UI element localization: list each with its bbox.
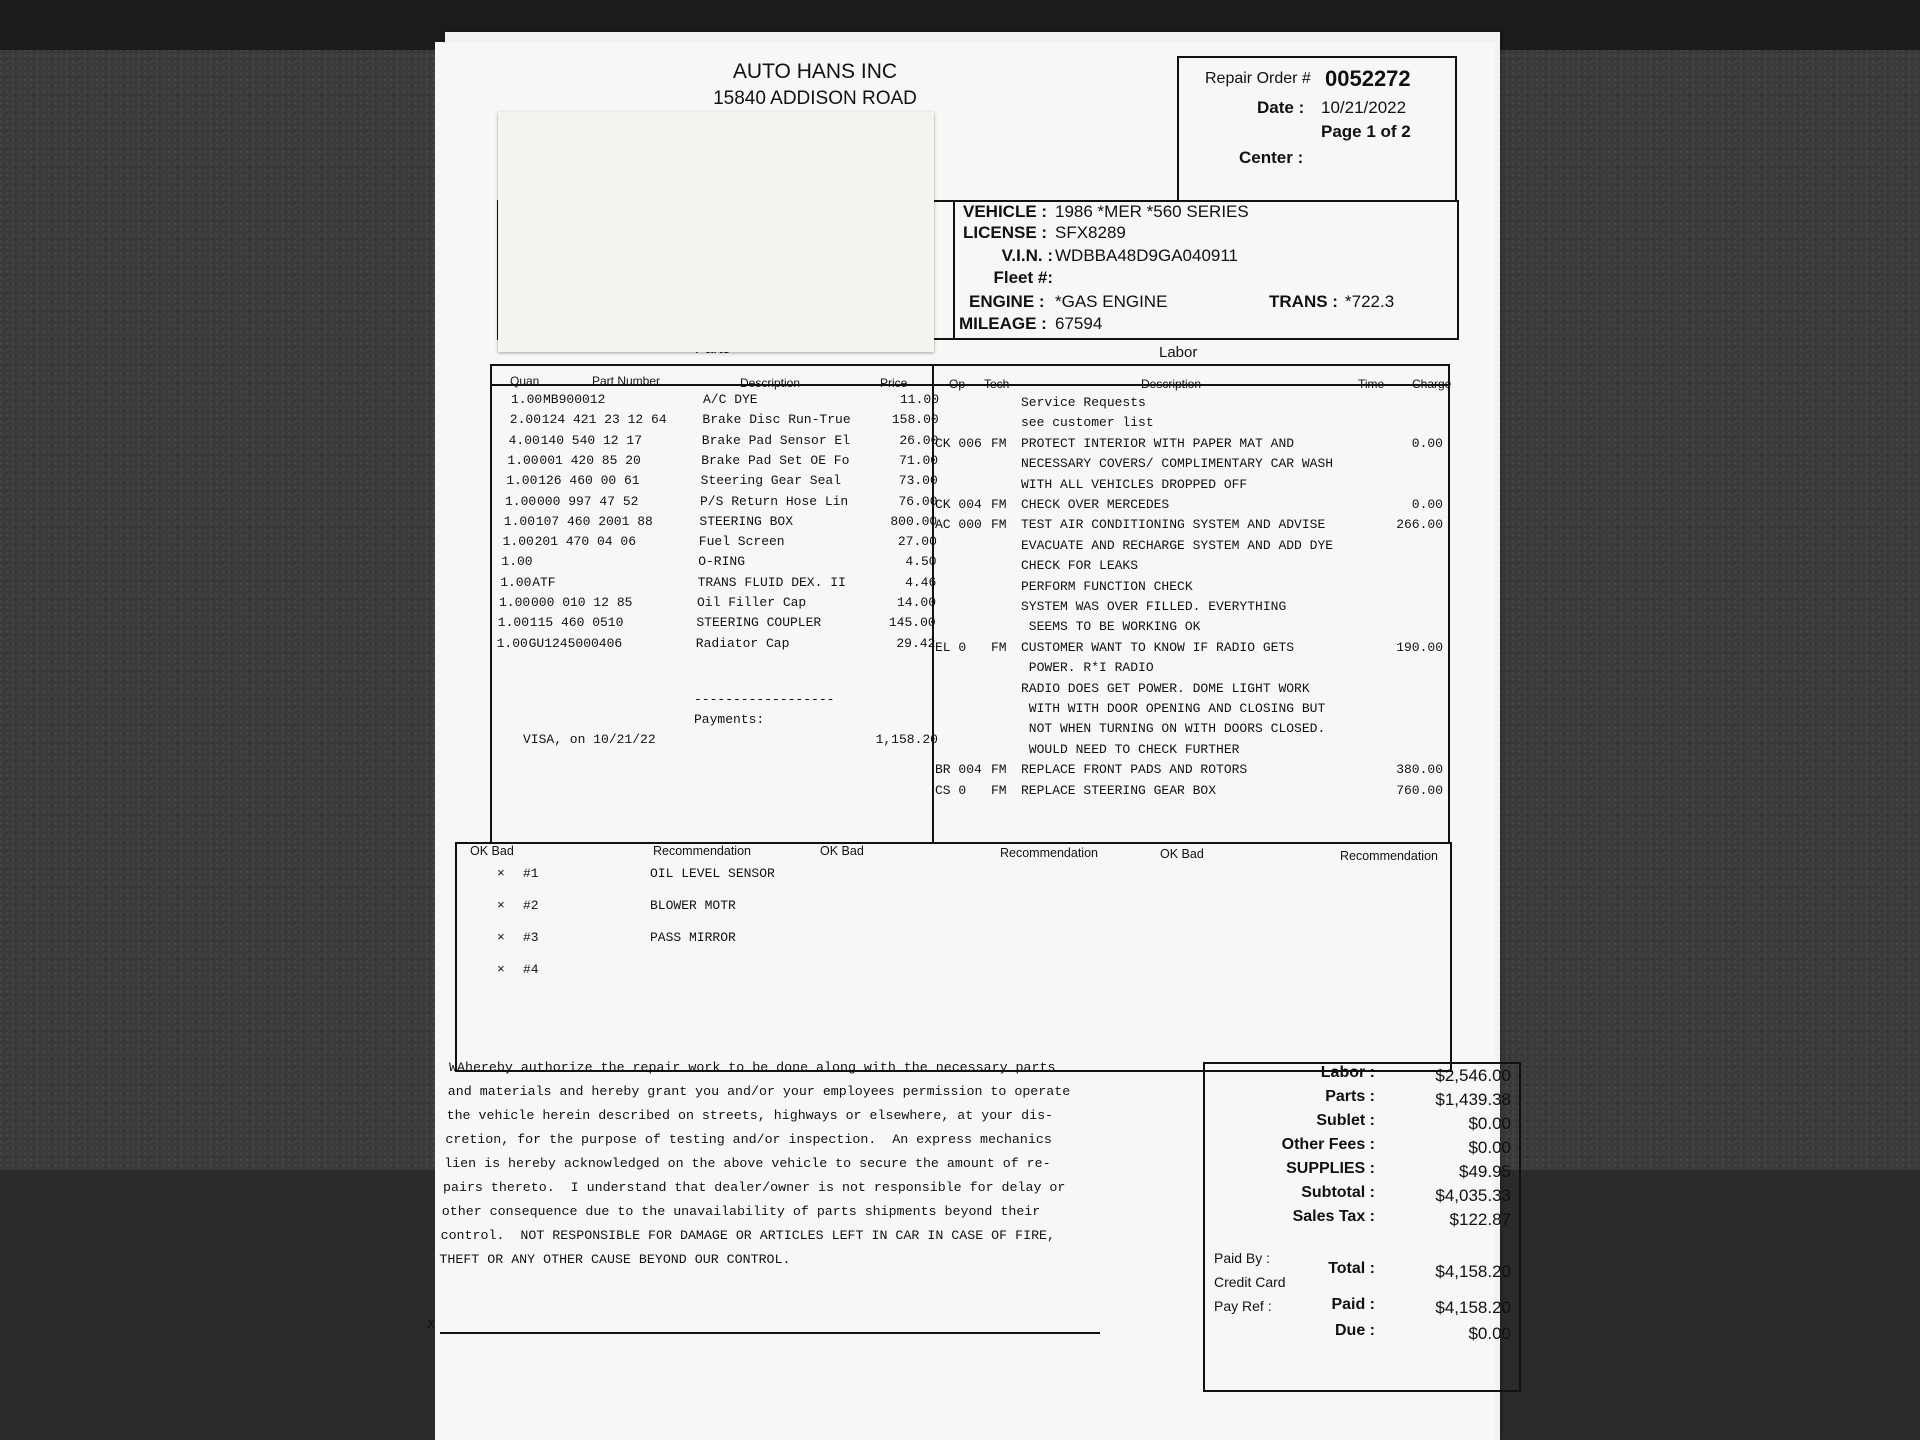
rec-text: OIL LEVEL SENSOR [650,866,775,881]
repair-order-box [1177,56,1457,202]
labor-tech: FM [991,762,1007,778]
signature-x: X [427,1317,435,1332]
part-description: Brake Disc Run-True [702,412,851,428]
ro-label: Repair Order # [1205,70,1311,87]
sales-tax-value: $122.87 [1449,1210,1511,1229]
labor-charge: 266.00 [1396,517,1443,533]
labor-description: EVACUATE AND RECHARGE SYSTEM AND ADD DYE [1021,537,1334,553]
labor-description: CHECK FOR LEAKS [1021,558,1139,574]
labor-charge: 380.00 [1396,762,1443,778]
license-label: LICENSE : [963,223,1048,242]
paid-by-label: Paid By : [1214,1250,1271,1266]
labor-tech: FM [991,517,1007,533]
labor-description: NECESSARY COVERS/ COMPLIMENTARY CAR WASH [1021,456,1334,472]
rec-number: #1 [523,866,539,881]
parts-quan: 2.00 [509,412,542,428]
part-price: 800.00 [890,513,938,529]
part-price: 71.00 [899,452,939,468]
authorization-line: pairs thereto. I understand that dealer/owner is not responsible for delay or [443,1180,1066,1195]
vehicle-value: 1986 *MER *560 SERIES [1055,202,1249,221]
part-description: Radiator Cap [695,635,790,651]
mileage-value: 67594 [1055,314,1103,333]
date-label: Date : [1257,98,1305,117]
authorization-line: control. NOT RESPONSIBLE FOR DAMAGE OR ARTICLES LEFT IN CAR IN CASE OF FIRE, [440,1228,1056,1243]
parts-quan: 1.00 [503,513,536,529]
authorization-line: THEFT OR ANY OTHER CAUSE BEYOND OUR CONTROL. [439,1252,791,1267]
authorization-line: the vehicle herein described on streets, highways or elsewhere, at your dis- [446,1108,1054,1123]
sales-tax-label: Sales Tax : [1292,1208,1375,1225]
labor-description: POWER. R*I RADIO [1021,660,1154,676]
part-price: 4.50 [905,554,937,570]
labor-charge: 0.00 [1411,435,1443,451]
labor-description: WITH WITH DOOR OPENING AND CLOSING BUT [1021,701,1326,716]
bad-mark: × [497,930,505,945]
total-label: Total : [1328,1260,1375,1277]
dealer-address: 15840 ADDISON ROAD [713,88,917,109]
parts-total-value: $1,439.38 [1435,1090,1511,1109]
parts-col-quan: Quan [510,374,540,388]
trans-value: *722.3 [1345,292,1395,311]
order-date: 10/21/2022 [1321,98,1407,117]
labor-op: CS 0 [935,782,967,798]
part-price: 4.46 [905,574,937,590]
rec-okbad-3: OK Bad [1160,847,1204,861]
center-label: Center : [1239,148,1304,167]
parts-quan: 1.00 [507,452,539,468]
labor-tech: FM [991,497,1007,512]
payments-label: Payments: [694,712,765,727]
part-price: 14.00 [896,595,936,610]
rec-okbad-2: OK Bad [820,844,864,858]
dealer-name: AUTO HANS INC [732,60,898,83]
vehicle-label: VEHICLE : [963,202,1048,221]
part-number: ATF [532,574,556,590]
supplies-label: SUPPLIES : [1286,1160,1375,1177]
bad-mark: × [497,866,505,881]
part-number: 001 420 85 20 [539,452,641,468]
bad-mark: × [497,898,505,913]
mileage-label: MILEAGE : [959,314,1047,333]
labor-col-charge: Charge [1412,377,1452,391]
part-number: 140 540 12 17 [540,432,643,448]
other-fees-value: $0.00 [1468,1138,1511,1157]
labor-op: CK 006 [935,435,982,451]
labor-op: AC 000 [935,517,982,533]
labor-op: BR 004 [935,762,982,778]
labor-description: WITH ALL VEHICLES DROPPED OFF [1021,476,1248,492]
part-price: 29.42 [896,635,936,651]
labor-col-op: Op [949,377,966,391]
part-number: 124 421 23 12 64 [541,412,667,428]
due-value: $0.00 [1468,1324,1511,1343]
subtotal-value: $4,035.33 [1435,1186,1511,1205]
part-price: 11.00 [899,392,939,407]
part-description: Brake Pad Sensor El [701,432,851,448]
part-number: 000 010 12 85 [531,595,633,610]
parts-quan: 1.00 [499,595,531,610]
rec-number: #2 [523,898,539,913]
part-description: O-RING [698,554,745,570]
parts-quan: 1.00 [496,635,528,651]
bad-mark: × [497,962,505,977]
part-number: 000 997 47 52 [537,493,639,509]
pay-ref-label: Pay Ref : [1214,1298,1272,1314]
rec-label-1: Recommendation [653,844,751,858]
payment-amount: 1,158.20 [875,732,938,747]
part-price: 76.00 [898,493,938,509]
fleet-label: Fleet #: [993,268,1053,287]
sublet-value: $0.00 [1468,1114,1511,1133]
part-description: Oil Filler Cap [697,595,807,610]
labor-description: TEST AIR CONDITIONING SYSTEM AND ADVISE [1021,517,1326,533]
labor-description: REPLACE STEERING GEAR BOX [1021,782,1217,798]
engine-label: ENGINE : [969,292,1045,311]
labor-description: SYSTEM WAS OVER FILLED. EVERYTHING [1021,599,1287,614]
authorization-line: WAhereby authorize the repair work to be done along with the necessary parts [449,1060,1056,1075]
part-number: 201 470 04 06 [534,534,637,550]
rec-text: BLOWER MOTR [650,898,736,913]
rec-okbad-1: OK Bad [470,844,514,858]
parts-quan: 1.00 [505,493,537,509]
labor-charge: 0.00 [1411,497,1443,512]
rec-number: #3 [523,930,539,945]
parts-col-desc: Description [740,376,801,390]
labor-description: REPLACE FRONT PADS AND ROTORS [1021,762,1248,778]
due-label: Due : [1335,1322,1375,1339]
parts-quan: 1.00 [497,615,530,631]
parts-quan: 1.00 [511,392,543,407]
page-indicator: Page 1 of 2 [1321,122,1411,141]
paid-value: $4,158.20 [1435,1298,1511,1317]
engine-value: *GAS ENGINE [1055,292,1168,311]
privacy-sticker [498,112,934,352]
part-price: 145.00 [888,615,936,631]
part-price: 26.00 [899,432,939,448]
labor-total-label: Labor : [1320,1064,1375,1081]
part-number: 107 460 2001 88 [535,513,653,529]
rec-label-3: Recommendation [1340,849,1438,863]
sublet-label: Sublet : [1316,1112,1375,1129]
authorization-line: and materials and hereby grant you and/or your employees permission to operate [447,1084,1071,1099]
vehicle-box-divider [953,200,955,340]
labor-total-value: $2,546.00 [1435,1066,1511,1085]
part-price: 73.00 [898,473,938,489]
paid-by-value: Credit Card [1214,1274,1286,1290]
rec-label-2: Recommendation [1000,846,1098,860]
signature-line [440,1332,1100,1334]
rec-text: PASS MIRROR [650,930,736,945]
part-number: 115 460 0510 [529,615,624,631]
trans-label: TRANS : [1269,292,1338,311]
parts-quan: 1.00 [506,473,538,489]
labor-description: NOT WHEN TURNING ON WITH DOORS CLOSED. [1021,721,1326,737]
labor-charge: 190.00 [1396,639,1443,655]
part-description: P/S Return Hose Lin [700,493,849,509]
part-description: Brake Pad Set OE Fo [701,452,850,468]
labor-description: Service Requests [1021,395,1146,410]
parts-divider: ------------------ [694,692,835,707]
labor-description: see customer list [1021,415,1154,431]
recommendations-box [455,842,1452,1072]
authorization-line: cretion, for the purpose of testing and/or inspection. An express mechanics [445,1132,1052,1147]
part-price: 158.00 [891,412,939,428]
labor-description: PROTECT INTERIOR WITH PAPER MAT AND [1021,435,1295,451]
labor-col-tech: Tech [984,377,1010,391]
vin-value: WDBBA48D9GA040911 [1055,246,1239,265]
labor-charge: 760.00 [1396,782,1443,798]
labor-op: CK 004 [935,497,982,512]
part-number: MB900012 [543,392,606,407]
part-description: A/C DYE [703,392,758,407]
labor-description: CHECK OVER MERCEDES [1021,497,1170,512]
labor-col-desc: Description [1141,377,1202,391]
parts-quan: 1.00 [501,554,533,570]
labor-col-time: Time [1358,377,1385,391]
part-description: STEERING BOX [699,513,794,529]
parts-col-price: Price [880,376,908,390]
part-description: Fuel Screen [698,534,785,550]
vin-label: V.I.N. : [1001,246,1053,265]
subtotal-label: Subtotal : [1301,1184,1375,1201]
labor-tech: FM [991,435,1007,451]
part-description: Steering Gear Seal [700,473,842,489]
rec-number: #4 [523,962,539,977]
supplies-value: $49.95 [1459,1162,1511,1181]
part-price: 27.00 [897,534,937,550]
labor-op: EL 0 [935,639,967,655]
payment-method: VISA, on 10/21/22 [523,732,656,747]
license-value: SFX8289 [1055,223,1126,242]
part-number: 126 460 00 61 [538,473,640,489]
labor-description: SEEMS TO BE WORKING OK [1021,619,1201,635]
parts-col-partnum: Part Number [592,374,661,388]
labor-description: RADIO DOES GET POWER. DOME LIGHT WORK [1021,680,1310,696]
parts-quan: 1.00 [502,534,534,550]
labor-title: Labor [1159,344,1198,361]
labor-tech: FM [991,782,1007,798]
parts-total-label: Parts : [1325,1088,1375,1105]
parts-quan: 1.00 [500,574,532,590]
labor-description: PERFORM FUNCTION CHECK [1021,578,1193,594]
other-fees-label: Other Fees : [1281,1136,1375,1153]
labor-description: WOULD NEED TO CHECK FURTHER [1021,741,1240,757]
labor-tech: FM [991,639,1007,655]
parts-quan: 4.00 [508,432,540,448]
authorization-line: other consequence due to the unavailability of parts shipments beyond their [441,1204,1041,1219]
part-description: STEERING COUPLER [696,615,822,631]
part-description: TRANS FLUID DEX. II [697,574,846,590]
part-number: GU1245000406 [528,635,623,651]
ro-number: 0052272 [1325,66,1411,91]
labor-description: CUSTOMER WANT TO KNOW IF RADIO GETS [1021,639,1295,655]
paid-label: Paid : [1331,1296,1375,1313]
authorization-line: lien is hereby acknowledged on the above vehicle to secure the amount of re- [444,1156,1051,1171]
total-value: $4,158.20 [1435,1262,1511,1281]
